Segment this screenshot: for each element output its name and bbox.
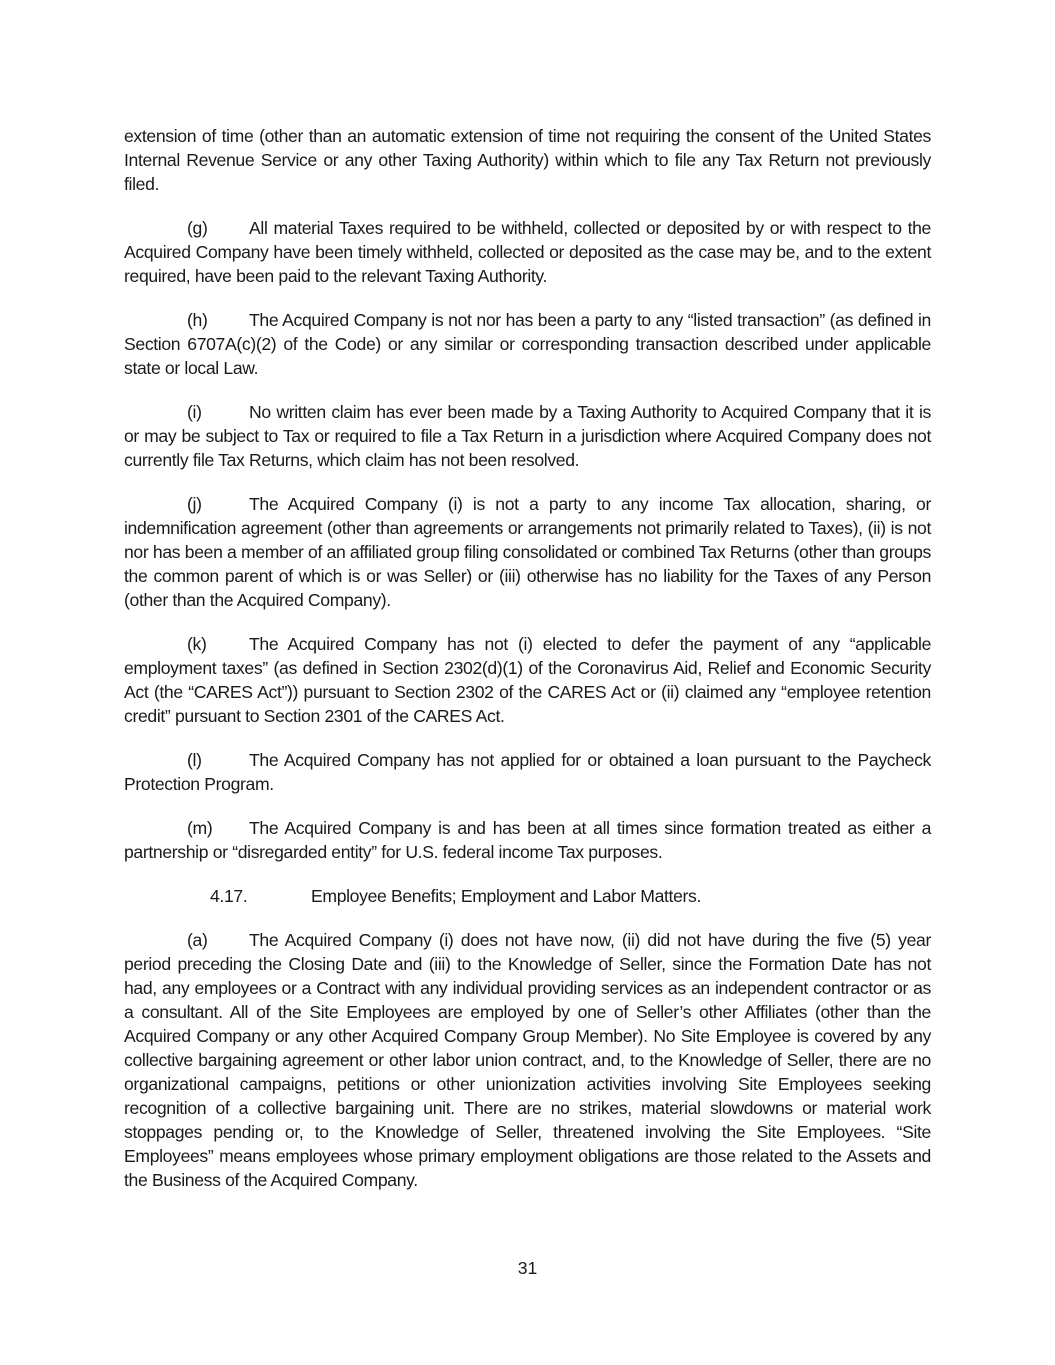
continuation-paragraph: extension of time (other than an automatic extension of time not requiring the consent of the United States Internal Revenue Service or any other Taxing Authority) within which to file any Tax Return not previously filed. bbox=[124, 126, 931, 194]
paragraph-text: The Acquired Company (i) does not have now, (ii) did not have during the five (5) year period preceding the Closing Date and (iii) to the Knowledge of Seller, since the Formation Date has not had, any employees or a Contract with any individual providing services as an independent contractor or as a consultant. All of the Site Employees are employed by one of Seller’s other Affiliates (other than the Acquired Company or any other Acquired Company Group Member). No Site Employee is covered by any collective bargaining agreement or other labor union contract, and, to the Knowledge of Seller, there are no organizational campaigns, petitions or other unionization activities involving Site Employees seeking recognition of a collective bargaining unit. There are no strikes, material slowdowns or material work stoppages pending or, to the Knowledge of Seller, threatened involving the Site Employees. “Site Employees” means employees whose primary employment obligations are those related to the Assets and the Business of the Acquired Company. bbox=[124, 930, 931, 1190]
paragraph-marker: (g) bbox=[187, 218, 208, 238]
paragraph-h bbox=[124, 308, 931, 380]
paragraph-k bbox=[124, 632, 931, 728]
paragraph-text: The Acquired Company (i) is not a party to any income Tax allocation, sharing, or indemnification agreement (other than agreements or arrangements not primarily related to Taxes), (ii) is not nor has been a member of an affiliated group filing consolidated or combined Tax Returns (other than groups the common parent of which is or was Seller) or (iii) otherwise has no liability for the Taxes of any Person (other than the Acquired Company). bbox=[124, 494, 931, 610]
paragraph-marker: (a) bbox=[187, 930, 208, 950]
document-page bbox=[124, 124, 931, 1212]
page-number: 31 bbox=[517, 1258, 538, 1278]
section-heading bbox=[124, 884, 931, 908]
paragraph-g bbox=[124, 216, 931, 288]
paragraph-text: The Acquired Company has not (i) elected to defer the payment of any “applicable employment taxes” (as defined in Section 2302(d)(1) of the Coronavirus Aid, Relief and Economic Security Act (the “CARES Act”)) pursuant to Section 2302 of the CARES Act or (ii) claimed any “employee retention credit” pursuant to Section 2301 of the CARES Act. bbox=[124, 634, 931, 726]
section-title: Employee Benefits; Employment and Labor Matters. bbox=[311, 886, 702, 906]
paragraph-i bbox=[124, 400, 931, 472]
paragraph-marker: (h) bbox=[187, 310, 208, 330]
paragraph-text: The Acquired Company is and has been at all times since formation treated as either a partnership or “disregarded entity” for U.S. federal income Tax purposes. bbox=[124, 818, 931, 862]
paragraph-text: All material Taxes required to be withheld, collected or deposited by or with respect to the Acquired Company have been timely withheld, collected or deposited as the case may be, and to the extent required, have been paid to the relevant Taxing Authority. bbox=[124, 218, 931, 286]
paragraph-marker: (k) bbox=[187, 634, 207, 654]
paragraph-marker: (m) bbox=[187, 818, 213, 838]
paragraph-text: The Acquired Company is not nor has been a party to any “listed transaction” (as defined in Section 6707A(c)(2) of the Code) or any similar or corresponding transaction described under applicable state or local Law. bbox=[124, 310, 931, 378]
paragraph-marker: (i) bbox=[187, 402, 202, 422]
paragraph-j bbox=[124, 492, 931, 612]
paragraph-text: The Acquired Company has not applied for or obtained a loan pursuant to the Paycheck Protection Program. bbox=[124, 750, 931, 794]
paragraph-text: No written claim has ever been made by a Taxing Authority to Acquired Company that it is or may be subject to Tax or required to file a Tax Return in a jurisdiction where Acquired Company does not currently file Tax Returns, which claim has not been resolved. bbox=[124, 402, 931, 470]
paragraph-a bbox=[124, 928, 931, 1192]
paragraph-marker: (l) bbox=[187, 750, 202, 770]
section-number: 4.17. bbox=[210, 886, 248, 906]
paragraph-l bbox=[124, 748, 931, 796]
paragraph-marker: (j) bbox=[187, 494, 202, 514]
paragraph-m bbox=[124, 816, 931, 864]
